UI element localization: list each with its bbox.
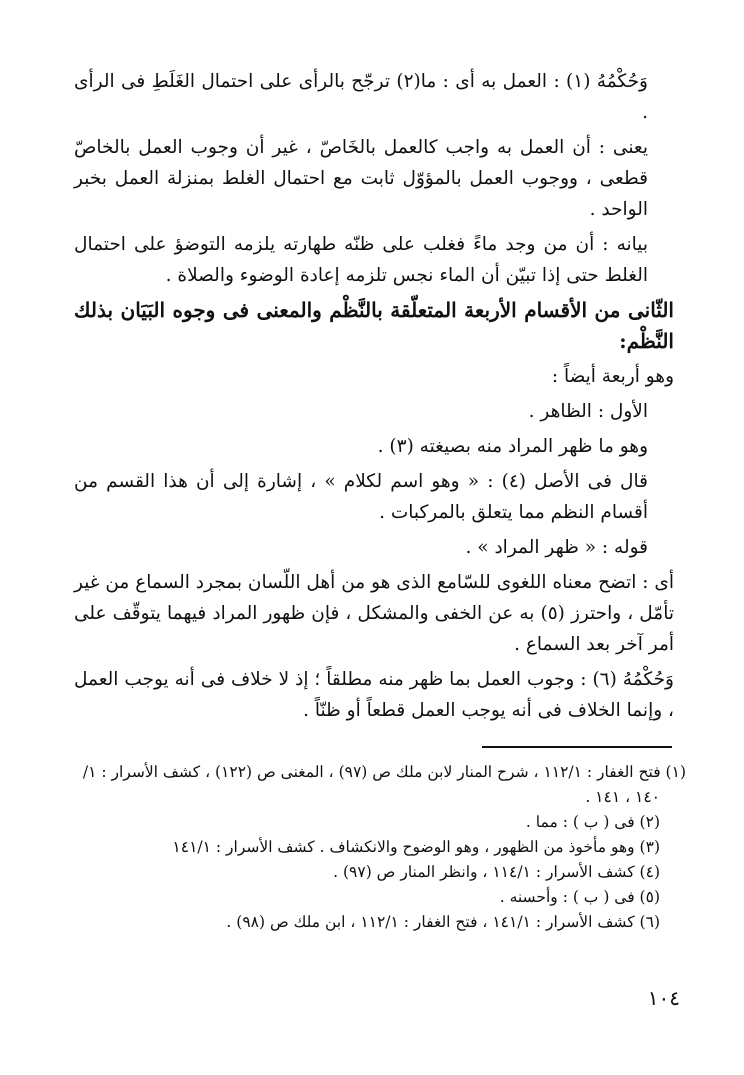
footnote-1: (١) فتح الغفار : ١١٢/١ ، شرح المنار لابن ملك ص (٩٧) ، المغنى ص (١٢٢) ، كشف الأسرار : ١/ ١٤٠ ، ١٤١ . — [82, 763, 686, 806]
paragraph-hukm: وَحُكْمُهُ (١) : العمل به أى : ما(٢) ترجّح بالرأى على احتمال الغَلَطِ فى الرأى . — [74, 71, 648, 123]
footnote-divider — [482, 746, 672, 748]
page-number: ١٠٤ — [647, 986, 680, 1010]
paragraph-qal-fi-alasl: قال فى الأصل (٤) : « وهو اسم لكلام » ، إشارة إلى أن هذا القسم من أقسام النظم مما يتعلق بالمركبات . — [74, 471, 648, 523]
footnote-5: (٥) فى ( ب ) : وأحسنه . — [499, 888, 660, 906]
section-heading: الثّانى من الأقسام الأربعة المتعلّقة بالنَّظْم والمعنى فى وجوه البَيَان بذلك النَّظْم: — [74, 298, 674, 353]
paragraph-bayanuhu: بيانه : أن من وجد ماءً فغلب على ظنّه طهارته يلزمه التوضؤ على احتمال الغلط حتى إذا تبيّن أن الماء نجس تلزمه إعادة الوضوء والصلاة . — [74, 234, 648, 286]
footnote-4: (٤) كشف الأسرار : ١١٤/١ ، وانظر المنار ص (٩٧) . — [333, 863, 660, 881]
main-text — [74, 66, 674, 730]
footnote-3: (٣) وهو مأخوذ من الظهور ، وهو الوضوح والانكشاف . كشف الأسرار : ١٤١/١ — [172, 838, 660, 856]
paragraph-hukm-zahir: وَحُكْمُهُ (٦) : وجوب العمل بما ظهر منه مطلقاً ؛ إذ لا خلاف فى أنه يوجب العمل ، وإنما الخلاف فى أنه يوجب العمل قطعاً أو ظنّاً . — [74, 669, 674, 721]
paragraph-definition: وهو ما ظهر المراد منه بصيغته (٣) . — [377, 436, 648, 457]
footnotes — [74, 760, 686, 935]
paragraph-ay: أى : اتضح معناه اللغوى للسّامع الذى هو من أهل اللّسان بمجرد السماع من غير تأمّل ، واحترز (٥) به عن الخفى والمشكل ، فإن ظهور المراد فيهما يتوقّف على أمر آخر بعد السماع . — [74, 572, 674, 655]
paragraph-qawluhu: قوله : « ظهر المراد » . — [465, 537, 648, 558]
footnote-6: (٦) كشف الأسرار : ١٤١/١ ، فتح الغفار : ١١٢/١ ، ابن ملك ص (٩٨) . — [226, 913, 660, 931]
paragraph-yani: يعنى : أن العمل به واجب كالعمل بالخَاصّ ، غير أن وجوب العمل بالخاصّ قطعى ، ووجوب العمل بالمؤوّل ثابت مع احتمال الغلط بمنزلة العمل بخبر الواحد . — [74, 137, 648, 220]
paragraph-first-zahir: الأول : الظاهر . — [528, 401, 648, 422]
paragraph-four-types: وهو أربعة أيضاً : — [551, 366, 674, 387]
footnote-2: (٢) فى ( ب ) : مما . — [525, 813, 660, 831]
